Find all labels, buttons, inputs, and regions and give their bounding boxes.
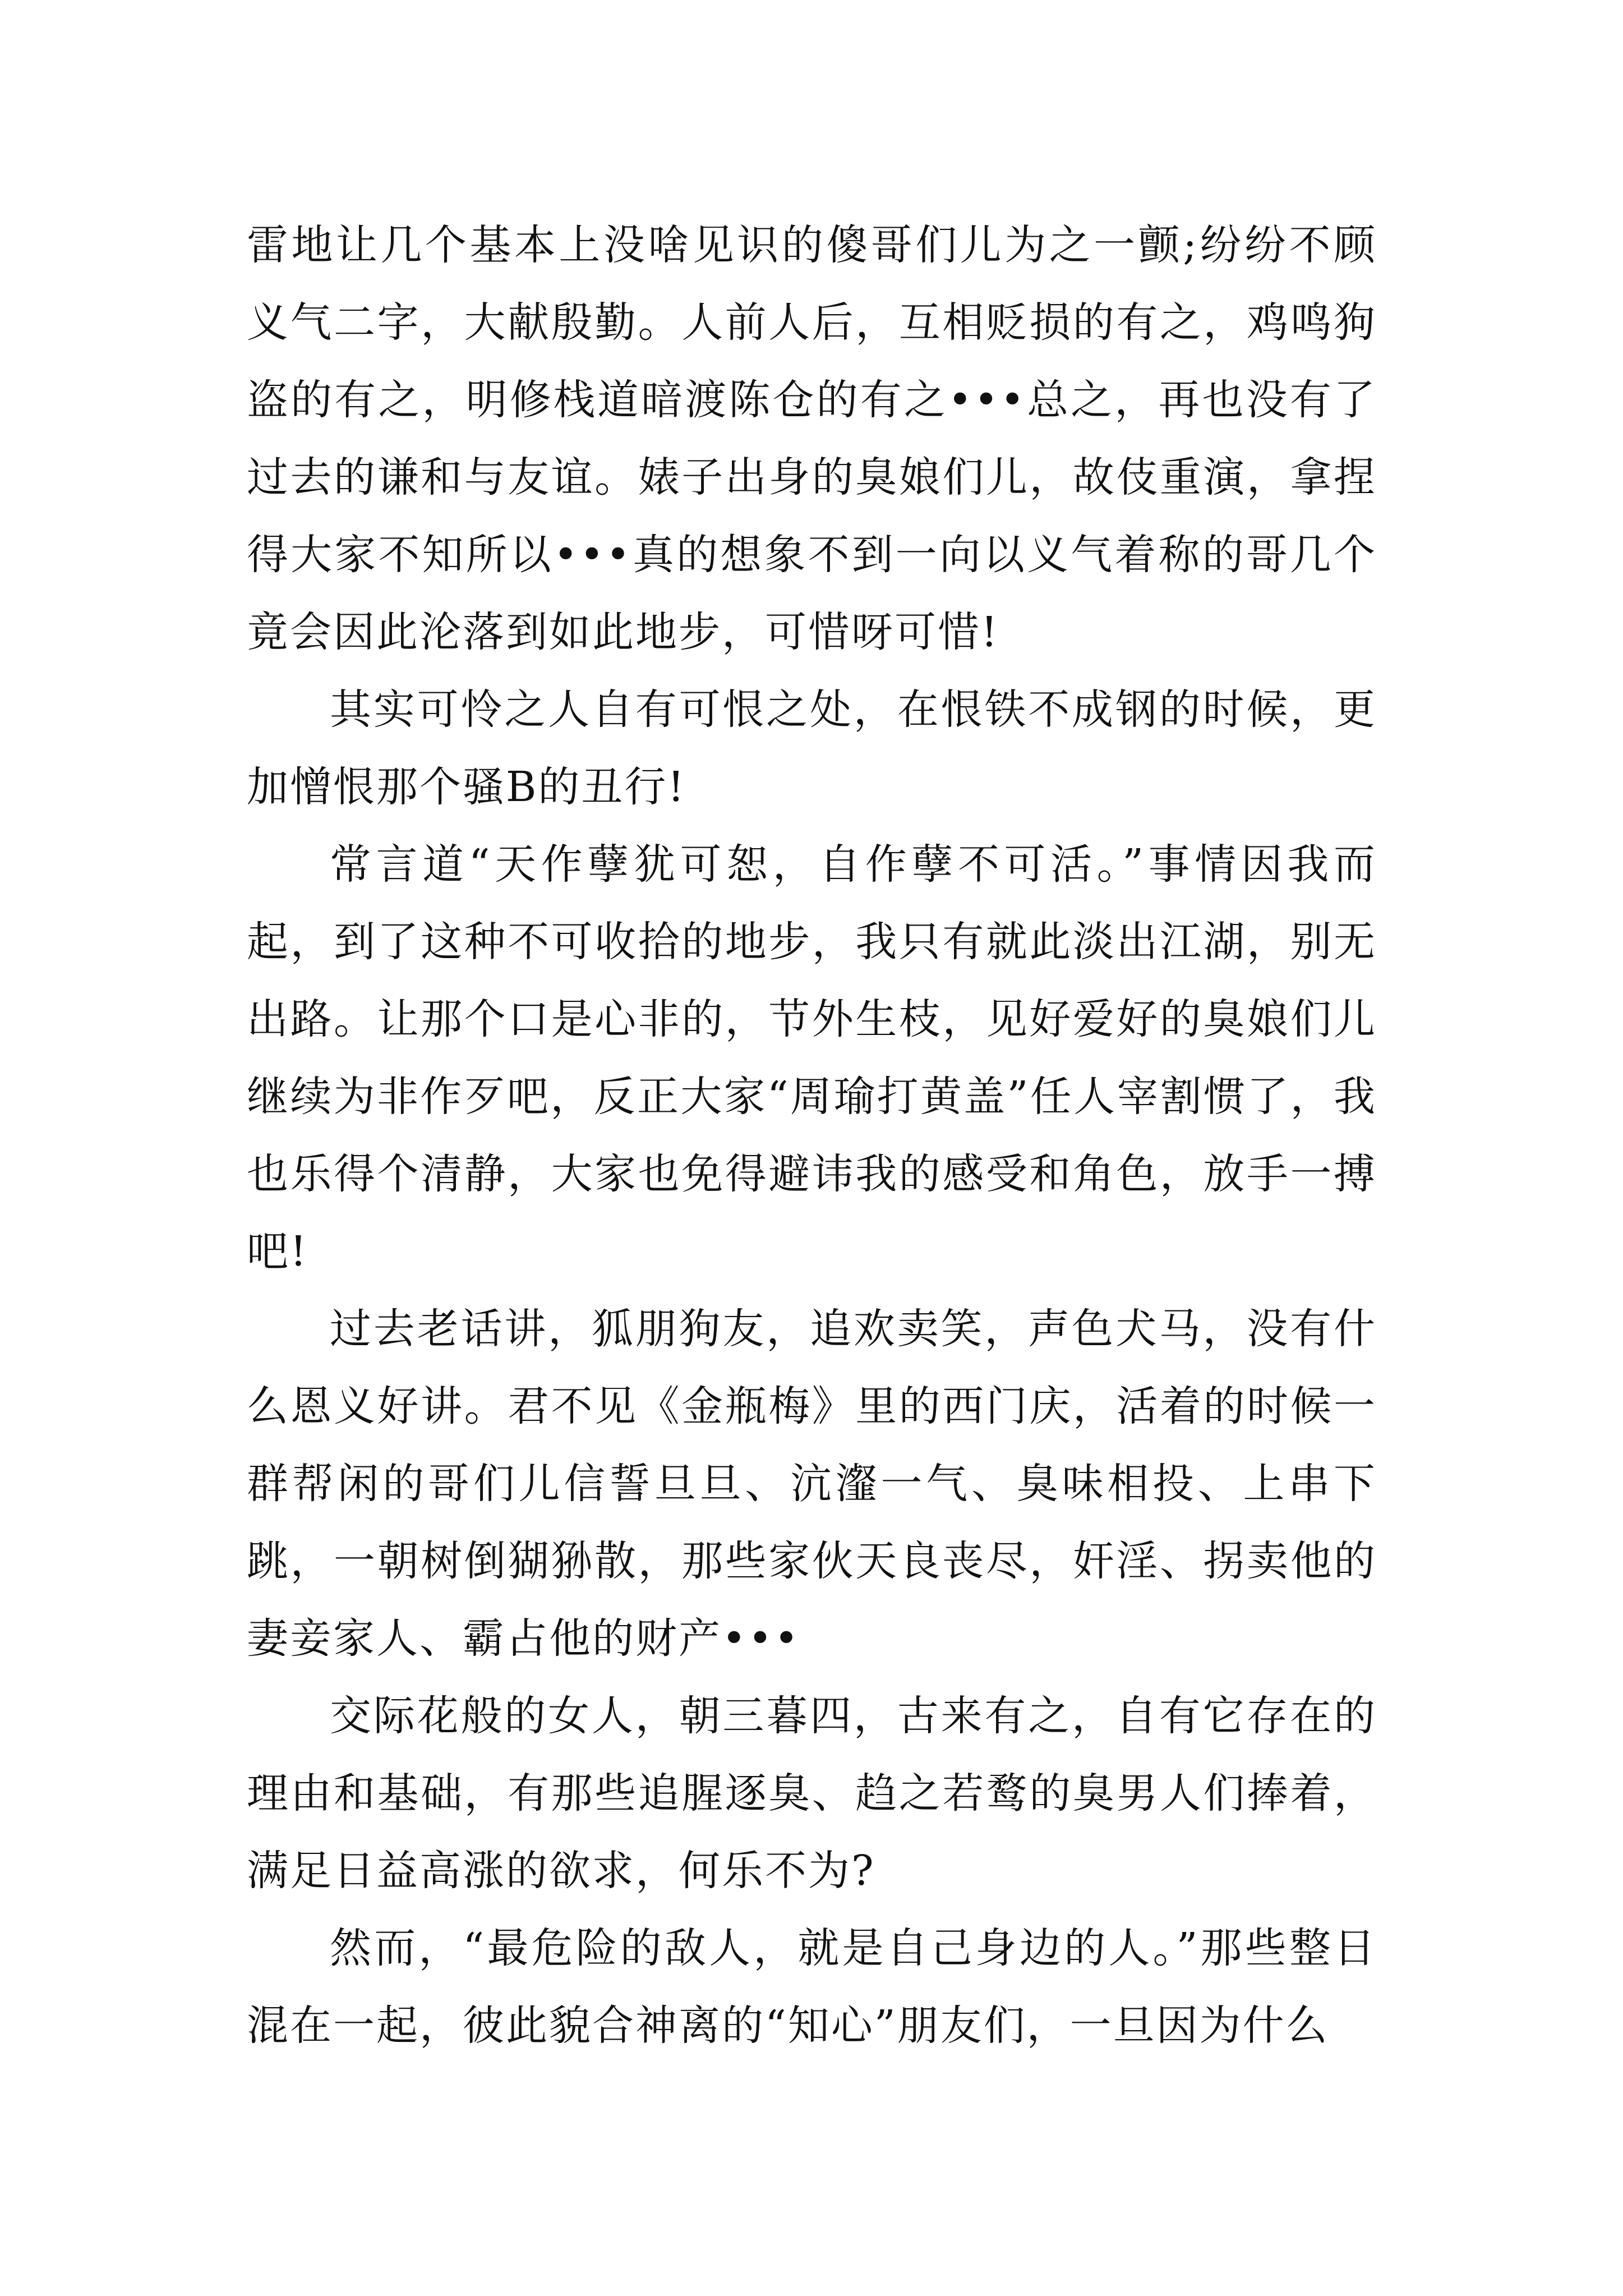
body-text bbox=[247, 206, 1377, 2064]
paragraph-5: 交际花般的女人，朝三暮四，古来有之，自有它存在的理由和基础，有那些追腥逐臭、趋之若鹜的臭男人们捧着，满足日益高涨的欲求，何乐不为? bbox=[247, 1692, 1377, 1895]
paragraph-2: 其实可怜之人自有可恨之处，在恨铁不成钢的时候，更加憎恨那个骚B的丑行! bbox=[247, 685, 1377, 811]
paragraph-3: 常言道“天作孽犹可恕，自作孽不可活。”事情因我而起，到了这种不可收拾的地步，我只有就此淡出江湖，别无出路。让那个口是心非的，节外生枝，见好爱好的臭娘们儿继续为非作歹吧，反正大家“周瑜打黄盖”任人宰割惯了，我也乐得个清静，大家也免得避讳我的感受和角色，放手一搏吧! bbox=[247, 840, 1377, 1276]
paragraph-1: 雷地让几个基本上没啥见识的傻哥们儿为之一颤;纷纷不顾义气二字，大献殷勤。人前人后，互相贬损的有之，鸡鸣狗盗的有之，明修栈道暗渡陈仓的有之•••总之，再也没有了过去的谦和与友谊。婊子出身的臭娘们儿，故伎重演，拿捏得大家不知所以•••真的想象不到一向以义气着称的哥几个竟会因此沦落到如此地步，可惜呀可惜! bbox=[247, 221, 1377, 656]
paragraph-6: 然而，“最危险的敌人，就是自己身边的人。”那些整日混在一起，彼此貌合神离的“知心”朋友们，一旦因为什么 bbox=[247, 1924, 1377, 2050]
paragraph-4: 过去老话讲，狐朋狗友，追欢卖笑，声色犬马，没有什么恩义好讲。君不见《金瓶梅》里的西门庆，活着的时候一群帮闲的哥们儿信誓旦旦、沆瀣一气、臭味相投、上串下跳，一朝树倒猢狲散，那些家伙天良丧尽，奸淫、拐卖他的妻妾家人、霸占他的财产••• bbox=[247, 1305, 1377, 1663]
